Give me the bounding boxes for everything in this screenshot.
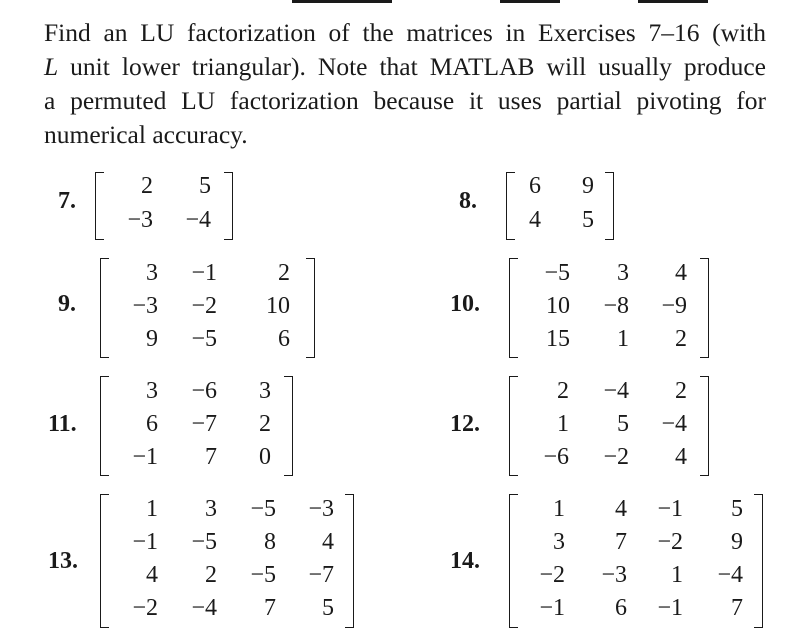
- matrix-cell: −4: [661, 411, 687, 437]
- exercise-number: 10.: [450, 291, 480, 317]
- matrix-cell: −1: [539, 595, 565, 621]
- left-bracket: [100, 376, 109, 476]
- matrix-cell: 5: [322, 595, 334, 621]
- matrix-cell: 6: [529, 173, 541, 199]
- matrix-cell: −8: [603, 293, 629, 319]
- matrix-cell: 5: [582, 207, 594, 233]
- matrix-cell: −2: [132, 595, 158, 621]
- exercise-number: 8.: [459, 188, 477, 214]
- matrix-ex14: [509, 494, 763, 628]
- left-bracket: [509, 376, 518, 476]
- matrix-cell: 4: [615, 496, 627, 522]
- left-bracket: [509, 494, 518, 628]
- left-bracket: [95, 172, 104, 240]
- matrix-cell: −2: [657, 529, 683, 555]
- matrix-cell: 2: [675, 378, 687, 404]
- matrix-ex9: [100, 258, 315, 358]
- instructions-line-1: Find an LU factorization of the matrices in Exercises 7–16 (with: [44, 18, 766, 47]
- matrix-cell: −1: [657, 595, 683, 621]
- matrix-cell: −6: [543, 444, 569, 470]
- matrix-cell: 5: [731, 496, 743, 522]
- exercise-number: 11.: [48, 411, 77, 437]
- right-bracket: [605, 172, 614, 240]
- matrix-cell: −4: [191, 595, 217, 621]
- matrix-cell: 1: [557, 411, 569, 437]
- right-bracket: [224, 172, 233, 240]
- matrix-cell: 6: [615, 595, 627, 621]
- matrix-cell: −5: [250, 496, 276, 522]
- matrix-cell: 1: [146, 496, 158, 522]
- matrix-cell: −1: [132, 444, 158, 470]
- right-bracket: [700, 376, 709, 476]
- right-bracket: [700, 258, 709, 358]
- left-bracket: [509, 258, 518, 358]
- matrix-cell: 5: [617, 411, 629, 437]
- matrix-cell: 3: [205, 496, 217, 522]
- matrix-cell: −3: [601, 562, 627, 588]
- matrix-cell: 2: [278, 260, 290, 286]
- matrix-cell: −3: [127, 207, 153, 233]
- instructions-line-3: a permuted LU factorization because it uses partial pivoting for: [44, 86, 766, 115]
- matrix-cell: −7: [308, 562, 334, 588]
- matrix-cell: 1: [617, 326, 629, 352]
- right-bracket: [754, 494, 763, 628]
- matrix-cell: 2: [205, 562, 217, 588]
- matrix-cell: −5: [544, 260, 570, 286]
- matrix-cell: −1: [191, 260, 217, 286]
- matrix-cell: 10: [546, 293, 570, 319]
- matrix-cell: 3: [553, 529, 565, 555]
- matrix-cell: 2: [259, 411, 271, 437]
- matrix-cell: −4: [185, 207, 211, 233]
- matrix-cell: 0: [259, 444, 271, 470]
- matrix-cell: 3: [259, 378, 271, 404]
- matrix-cell: 2: [557, 378, 569, 404]
- exercise-instructions: [44, 16, 766, 152]
- matrix-ex12: [509, 376, 709, 476]
- instructions-line-2-text: unit lower triangular). Note that MATLAB will usually produce: [58, 52, 766, 81]
- matrix-cell: 10: [266, 293, 290, 319]
- matrix-cell: −3: [308, 496, 334, 522]
- matrix-cell: −5: [250, 562, 276, 588]
- matrix-ex8: [506, 172, 614, 240]
- matrix-cell: 3: [146, 260, 158, 286]
- matrix-cell: 5: [199, 173, 211, 199]
- matrix-cell: 4: [146, 562, 158, 588]
- matrix-cell: −2: [603, 444, 629, 470]
- exercise-number: 13.: [48, 548, 78, 574]
- matrix-cell: 7: [731, 595, 743, 621]
- matrix-ex7: [95, 172, 233, 240]
- matrix-cell: 3: [146, 378, 158, 404]
- matrix-ex11: [100, 376, 293, 476]
- matrix-ex10: [509, 258, 709, 358]
- matrix-cell: 9: [731, 529, 743, 555]
- exercise-number: 14.: [450, 548, 480, 574]
- matrix-cell: 2: [141, 173, 153, 199]
- matrix-cell: 6: [278, 326, 290, 352]
- matrix-cell: −1: [657, 496, 683, 522]
- matrix-cell: 4: [675, 260, 687, 286]
- exercise-number: 12.: [450, 411, 480, 437]
- matrix-cell: 4: [529, 207, 541, 233]
- matrix-cell: 7: [264, 595, 276, 621]
- matrix-cell: 3: [617, 260, 629, 286]
- right-bracket: [306, 258, 315, 358]
- left-bracket: [100, 258, 109, 358]
- matrix-cell: 8: [264, 529, 276, 555]
- exercise-number: 7.: [58, 188, 76, 214]
- matrix-cell: 2: [675, 326, 687, 352]
- instructions-line-4: numerical accuracy.: [44, 120, 248, 149]
- matrix-cell: −6: [191, 378, 217, 404]
- matrix-ex13: [100, 494, 354, 628]
- matrix-cell: −2: [191, 293, 217, 319]
- left-bracket: [506, 172, 515, 240]
- right-bracket: [345, 494, 354, 628]
- matrix-cell: −7: [191, 411, 217, 437]
- matrix-cell: 1: [671, 562, 683, 588]
- matrix-cell: −5: [191, 326, 217, 352]
- matrix-cell: 9: [582, 173, 594, 199]
- matrix-cell: 7: [205, 444, 217, 470]
- matrix-cell: 4: [322, 529, 334, 555]
- matrix-cell: −1: [132, 529, 158, 555]
- cropped-top-rule: [0, 0, 793, 4]
- matrix-cell: −5: [191, 529, 217, 555]
- matrix-cell: 7: [615, 529, 627, 555]
- matrix-cell: 15: [546, 326, 570, 352]
- matrix-cell: 1: [553, 496, 565, 522]
- matrix-cell: −3: [132, 293, 158, 319]
- matrix-cell: −9: [661, 293, 687, 319]
- matrix-cell: 4: [675, 444, 687, 470]
- exercise-number: 9.: [58, 291, 76, 317]
- matrix-cell: −4: [603, 378, 629, 404]
- instructions-line-2: [44, 50, 766, 84]
- right-bracket: [284, 376, 293, 476]
- variable-L: L: [44, 52, 59, 81]
- left-bracket: [100, 494, 109, 628]
- matrix-cell: −2: [539, 562, 565, 588]
- matrix-cell: −4: [717, 562, 743, 588]
- matrix-cell: 6: [146, 411, 158, 437]
- matrix-cell: 9: [146, 326, 158, 352]
